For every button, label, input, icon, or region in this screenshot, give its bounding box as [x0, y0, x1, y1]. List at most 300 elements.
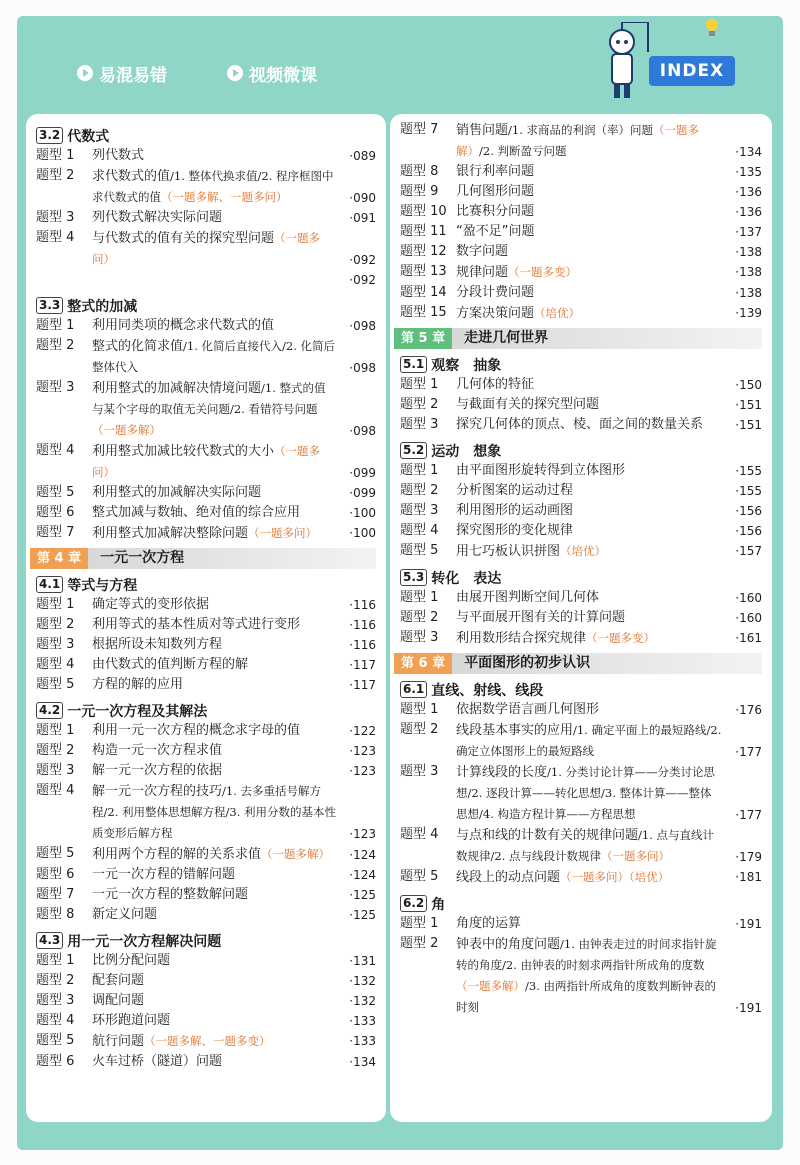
toc-entry[interactable]	[36, 844, 376, 865]
entry-title: 与点和线的计数有关的规律问题	[456, 828, 639, 843]
entry-page: ·092	[349, 253, 376, 267]
entry-body	[456, 628, 722, 649]
entry-body	[456, 762, 722, 825]
entry-body	[456, 481, 722, 501]
section-number: 6.2	[400, 895, 427, 912]
entry-page: ·156	[735, 524, 762, 538]
entry-body	[92, 991, 336, 1011]
entry-body	[456, 541, 722, 562]
toc-entry[interactable]	[400, 162, 762, 182]
entry-page: ·124	[349, 868, 376, 882]
entry-page: ·122	[349, 724, 376, 738]
entry-type: 题型 3	[36, 637, 75, 652]
chapter-label: 第 6 章	[394, 653, 452, 674]
entry-type: 题型 1	[36, 148, 75, 163]
section-heading	[36, 700, 376, 721]
entry-type: 题型 9	[400, 184, 439, 199]
toc-entry[interactable]	[36, 991, 376, 1011]
toc-entry[interactable]	[36, 885, 376, 905]
entry-page: ·155	[735, 464, 762, 478]
entry-page: ·176	[735, 703, 762, 717]
entry-page: ·138	[735, 265, 762, 279]
entry-title: 环形跑道问题	[92, 1013, 171, 1028]
entry-title: 比赛积分问题	[456, 204, 535, 219]
entry-type: 题型 5	[400, 543, 439, 558]
entry-body	[456, 242, 722, 262]
toc-entry[interactable]	[36, 655, 376, 675]
section-number: 4.1	[36, 576, 63, 593]
entry-page: ·133	[349, 1034, 376, 1048]
toc-entry[interactable]	[36, 441, 376, 483]
entry-title: 利用一元一次方程的概念求字母的值	[92, 723, 301, 738]
toc-entry[interactable]	[36, 336, 376, 378]
entry-page: ·123	[349, 744, 376, 758]
toc-entry[interactable]	[36, 951, 376, 971]
toc-entry[interactable]	[36, 378, 376, 441]
entry-tag: （一题多问）	[92, 231, 321, 266]
section-title: 角	[431, 896, 446, 913]
entry-body	[92, 655, 336, 675]
tab-video[interactable]	[227, 60, 317, 86]
entry-title: 一元一次方程的错解问题	[92, 867, 236, 882]
entry-body	[456, 934, 722, 1018]
toc-entry[interactable]	[36, 483, 376, 503]
entry-title: 线段上的动点问题	[456, 870, 561, 885]
entry-page: ·156	[735, 504, 762, 518]
entry-page: ·155	[735, 484, 762, 498]
toc-entry[interactable]	[36, 503, 376, 523]
entry-title: 用七巧板认识拼图	[456, 544, 561, 559]
entry-body	[92, 741, 336, 761]
toc-entry[interactable]	[400, 120, 762, 162]
entry-title: 由代数式的值判断方程的解	[92, 657, 249, 672]
section-title: 一元一次方程及其解法	[67, 703, 208, 720]
toc-entry[interactable]	[400, 202, 762, 222]
entry-title: 几何图形问题	[456, 184, 535, 199]
toc-entry[interactable]	[36, 675, 376, 695]
section-title: 直线、射线、线段	[431, 682, 544, 699]
entry-tag: （一题多解）	[456, 979, 525, 993]
entry-page: ·191	[735, 917, 762, 931]
entry-body	[456, 182, 722, 202]
entry-body	[456, 461, 722, 481]
entry-body	[456, 415, 722, 435]
entry-title: 比例分配问题	[92, 953, 171, 968]
entry-body	[92, 378, 336, 441]
entry-page: ·117	[349, 678, 376, 692]
entry-body	[456, 202, 722, 222]
entry-page: ·134	[349, 1055, 376, 1069]
entry-body	[92, 1052, 336, 1072]
entry-title: 钟表中的角度问题	[456, 937, 561, 952]
entry-title: 一元一次方程的整数解问题	[92, 887, 249, 902]
entry-page: ·089	[349, 149, 376, 163]
toc-entry[interactable]	[400, 762, 762, 825]
entry-note: /1. 去多重括号解方程/2. 利用整体思想解方程/3. 利用分数的基本性质变形后解方程	[92, 784, 337, 840]
entry-page-continued: ·092	[349, 273, 376, 287]
entry-type: 题型 8	[36, 907, 75, 922]
entry-title: 利用整式的加减解决情境问题	[92, 381, 262, 396]
entry-page: ·136	[735, 205, 762, 219]
entry-body	[92, 503, 336, 523]
chapter-label: 第 5 章	[394, 328, 452, 349]
entry-title: 利用整式加减比较代数式的大小	[92, 444, 275, 459]
entry-type: 题型 4	[36, 783, 75, 798]
entry-body	[92, 1011, 336, 1031]
entry-type: 题型 1	[36, 318, 75, 333]
toc-entry[interactable]	[400, 501, 762, 521]
entry-type: 题型 2	[36, 338, 75, 353]
toc-entry[interactable]	[36, 1031, 376, 1052]
entry-page: ·116	[349, 618, 376, 632]
entry-type: 题型 13	[400, 264, 447, 279]
play-icon	[77, 65, 93, 81]
entry-body	[92, 441, 336, 483]
toc-entry[interactable]	[36, 595, 376, 615]
entry-type: 题型 4	[36, 443, 75, 458]
chapter-title: 平面图形的初步认识	[452, 653, 762, 674]
entry-page: ·099	[349, 466, 376, 480]
entry-title: 利用同类项的概念求代数式的值	[92, 318, 275, 333]
entry-body	[92, 1031, 336, 1052]
toc-entry[interactable]	[400, 700, 762, 720]
toc-entry[interactable]	[36, 228, 376, 270]
toc-entry[interactable]	[400, 481, 762, 501]
entry-tag: （一题多问）	[92, 444, 321, 479]
entry-note: /1. 求商品的利润（率）问题	[508, 123, 654, 137]
entry-title: 整式加减与数轴、绝对值的综合应用	[92, 505, 301, 520]
section-heading	[400, 440, 762, 461]
entry-title: 探究图形的变化规律	[456, 523, 574, 538]
entry-body	[92, 146, 336, 166]
entry-type: 题型 7	[36, 887, 75, 902]
entry-page: ·125	[349, 888, 376, 902]
entry-tag: （一题多问）（培优）	[560, 870, 670, 884]
entry-note-2: /2. 判断盈亏问题	[479, 144, 567, 158]
toc-entry[interactable]	[400, 461, 762, 481]
entry-type: 题型 3	[36, 210, 75, 225]
toc-entry[interactable]	[400, 182, 762, 202]
chapter-heading	[394, 653, 762, 674]
entry-type: 题型 2	[400, 936, 439, 951]
toc-entry[interactable]	[400, 262, 762, 283]
toc-entry[interactable]	[400, 588, 762, 608]
entry-page: ·151	[735, 418, 762, 432]
entry-type: 题型 2	[400, 610, 439, 625]
entry-type: 题型 2	[36, 973, 75, 988]
entry-page: ·191	[735, 1001, 762, 1015]
entry-type: 题型 1	[36, 723, 75, 738]
entry-body	[92, 316, 336, 336]
entry-type: 题型 1	[400, 916, 439, 931]
entry-page: ·138	[735, 286, 762, 300]
entry-body	[92, 675, 336, 695]
entry-type: 题型 14	[400, 285, 447, 300]
entry-note: /1. 整体代换求值/2. 程序框图中求代数式的值	[92, 169, 334, 204]
toc-entry[interactable]	[400, 608, 762, 628]
left-column	[26, 114, 386, 1122]
entry-title: 利用整式加减解决整除问题	[92, 526, 249, 541]
toc-entry[interactable]	[400, 541, 762, 562]
section-title: 等式与方程	[67, 577, 138, 594]
entry-title: 与截面有关的探究型问题	[456, 397, 600, 412]
entry-tag: （一题多问）	[601, 849, 671, 863]
entry-title: 方案决策问题	[456, 306, 535, 321]
entry-note: /1. 确定平面上的最短路线/2. 确定立体图形上的最短路线	[456, 723, 722, 758]
entry-page: ·151	[735, 398, 762, 412]
entry-body	[456, 375, 722, 395]
entry-title: 整式的化简求值	[92, 339, 184, 354]
toc-entry[interactable]	[36, 208, 376, 228]
entry-type: 题型 4	[36, 657, 75, 672]
entry-tag: （一题多解、一题多变）	[144, 1034, 271, 1048]
entry-type: 题型 6	[36, 867, 75, 882]
entry-type: 题型 3	[36, 380, 75, 395]
entry-body	[92, 781, 336, 844]
entry-page: ·124	[349, 848, 376, 862]
toc-entry[interactable]	[400, 628, 762, 649]
mascot-icon	[602, 22, 652, 102]
right-toc	[400, 120, 762, 1018]
left-toc	[36, 120, 376, 1072]
entry-tag: （一题多解）	[261, 847, 331, 861]
entry-page: ·098	[349, 424, 376, 438]
entry-tag: （一题多问）	[248, 526, 318, 540]
section-heading	[400, 679, 762, 700]
chapter-label: 第 4 章	[30, 548, 88, 569]
entry-body	[456, 262, 722, 283]
entry-body	[456, 395, 722, 415]
toc-entry[interactable]	[400, 303, 762, 324]
play-icon	[227, 65, 243, 81]
entry-body	[92, 228, 336, 270]
entry-type: 题型 7	[400, 122, 439, 137]
section-heading	[36, 930, 376, 951]
entry-body	[92, 721, 336, 741]
entry-body	[92, 844, 336, 865]
toc-entry[interactable]	[400, 415, 762, 435]
entry-body	[92, 166, 336, 208]
entry-type: 题型 4	[36, 1013, 75, 1028]
entry-page: ·179	[735, 850, 762, 864]
entry-body	[456, 283, 722, 303]
entry-tag: （一题多变）	[586, 631, 656, 645]
toc-entry[interactable]	[36, 146, 376, 166]
entry-title: 解一元一次方程的技巧	[92, 784, 223, 799]
entry-body	[92, 615, 336, 635]
toc-entry[interactable]	[36, 1052, 376, 1072]
entry-note: /1. 化简后直接代入/2. 化简后整体代入	[92, 339, 336, 374]
entry-page: ·177	[735, 745, 762, 759]
entry-body	[92, 905, 336, 925]
entry-body	[456, 162, 722, 182]
toc-entry[interactable]	[36, 615, 376, 635]
entry-title: 求代数式的值	[92, 169, 171, 184]
entry-page: ·099	[349, 486, 376, 500]
toc-entry[interactable]	[400, 720, 762, 762]
section-title: 观察 抽象	[431, 357, 502, 374]
entry-page: ·138	[735, 245, 762, 259]
entry-title: 与平面展开图有关的计算问题	[456, 610, 626, 625]
entry-page: ·125	[349, 908, 376, 922]
entry-tag: （一题多解）	[92, 423, 161, 437]
section-title: 转化 表达	[431, 570, 502, 587]
toc-entry[interactable]	[400, 242, 762, 262]
entry-note: /1. 由钟表走过的时间求指针旋转的角度/2. 由钟表的时刻求两指针所成角的度数	[456, 937, 717, 972]
section-number: 6.1	[400, 681, 427, 698]
entry-type: 题型 1	[36, 597, 75, 612]
index-badge: INDEX	[649, 56, 735, 86]
section-number: 5.2	[400, 442, 427, 459]
entry-title: “盈不足”问题	[456, 224, 535, 239]
section-heading	[400, 567, 762, 588]
entry-type: 题型 1	[400, 590, 439, 605]
entry-title: 利用等式的基本性质对等式进行变形	[92, 617, 301, 632]
toc-entry[interactable]	[36, 523, 376, 544]
entry-type: 题型 7	[36, 525, 75, 540]
chapter-title: 走进几何世界	[452, 328, 762, 349]
section-heading	[36, 574, 376, 595]
tab-mistakes[interactable]	[77, 60, 167, 86]
chapter-title: 一元一次方程	[88, 548, 376, 569]
toc-entry[interactable]	[400, 825, 762, 867]
entry-title: 分析图案的运动过程	[456, 483, 574, 498]
section-title: 用一元一次方程解决问题	[67, 933, 222, 950]
entry-tag: （一题多解、一题多问）	[161, 190, 288, 204]
entry-page: ·131	[349, 954, 376, 968]
entry-title: 列代数式解决实际问题	[92, 210, 223, 225]
section-number: 4.2	[36, 702, 63, 719]
toc-entry[interactable]	[400, 222, 762, 242]
tab-video-label: 视频微课	[249, 65, 317, 86]
entry-page: ·116	[349, 598, 376, 612]
entry-type: 题型 2	[400, 397, 439, 412]
entry-type: 题型 4	[400, 523, 439, 538]
toc-entry[interactable]	[400, 375, 762, 395]
section-heading	[36, 125, 376, 146]
entry-page: ·161	[735, 631, 762, 645]
entry-title: 利用整式的加减解决实际问题	[92, 485, 262, 500]
entry-page: ·098	[349, 361, 376, 375]
entry-body	[92, 208, 336, 228]
section-title: 代数式	[67, 128, 110, 145]
entry-title: 计算线段的长度	[456, 765, 548, 780]
toc-entry[interactable]	[36, 635, 376, 655]
entry-title: 利用数形结合探究规律	[456, 631, 587, 646]
entry-page: ·139	[735, 306, 762, 320]
entry-body	[92, 971, 336, 991]
entry-type: 题型 5	[36, 1033, 75, 1048]
entry-type: 题型 10	[400, 204, 447, 219]
section-number: 3.2	[36, 127, 63, 144]
entry-title: 角度的运算	[456, 916, 522, 931]
entry-title: 根据所设未知数列方程	[92, 637, 223, 652]
toc-entry[interactable]	[36, 316, 376, 336]
entry-body	[456, 501, 722, 521]
entry-page: ·157	[735, 544, 762, 558]
entry-body	[456, 588, 722, 608]
toc-entry[interactable]	[36, 741, 376, 761]
toc-entry[interactable]	[400, 521, 762, 541]
entry-page: ·181	[735, 870, 762, 884]
toc-entry[interactable]	[36, 905, 376, 925]
entry-type: 题型 2	[400, 722, 439, 737]
toc-entry[interactable]	[400, 395, 762, 415]
entry-body	[456, 521, 722, 541]
entry-title: 数字问题	[456, 244, 509, 259]
entry-title: 利用两个方程的解的关系求值	[92, 847, 262, 862]
chapter-heading	[30, 548, 376, 569]
entry-title: 解一元一次方程的依据	[92, 763, 223, 778]
entry-tag: （一题多解）	[456, 123, 700, 158]
entry-title: 确定等式的变形依据	[92, 597, 210, 612]
entry-type: 题型 2	[400, 483, 439, 498]
entry-body	[456, 608, 722, 628]
header-bar	[17, 16, 783, 112]
entry-body	[92, 595, 336, 615]
entry-type: 题型 6	[36, 505, 75, 520]
entry-type: 题型 4	[36, 230, 75, 245]
entry-page: ·133	[349, 1014, 376, 1028]
entry-title: 依据数学语言画几何图形	[456, 702, 600, 717]
entry-page: ·116	[349, 638, 376, 652]
entry-page: ·117	[349, 658, 376, 672]
entry-title: 销售问题	[456, 123, 509, 138]
entry-page: ·091	[349, 211, 376, 225]
toc-entry[interactable]	[36, 781, 376, 844]
toc-entry[interactable]	[36, 761, 376, 781]
entry-title: 探究几何体的顶点、棱、面之间的数量关系	[456, 417, 704, 432]
entry-type: 题型 3	[36, 993, 75, 1008]
entry-body	[456, 720, 722, 762]
entry-page: ·123	[349, 764, 376, 778]
entry-page: ·177	[735, 808, 762, 822]
toc-entry[interactable]	[400, 283, 762, 303]
entry-type: 题型 5	[36, 485, 75, 500]
entry-title: 分段计费问题	[456, 285, 535, 300]
entry-page: ·100	[349, 506, 376, 520]
entry-tag: （一题多变）	[508, 265, 578, 279]
toc-entry[interactable]	[400, 934, 762, 1018]
entry-type: 题型 12	[400, 244, 447, 259]
right-column	[390, 114, 772, 1122]
entry-page: ·160	[735, 611, 762, 625]
toc-entry[interactable]	[36, 721, 376, 741]
entry-body	[456, 700, 722, 720]
entry-title: 几何体的特征	[456, 377, 535, 392]
toc-entry[interactable]	[36, 1011, 376, 1031]
entry-note: /1. 点与直线计数规律/2. 点与线段计数规律	[456, 828, 715, 863]
entry-page: ·136	[735, 185, 762, 199]
toc-entry[interactable]	[36, 865, 376, 885]
entry-title: 银行利率问题	[456, 164, 535, 179]
entry-body	[92, 483, 336, 503]
entry-page: ·132	[349, 994, 376, 1008]
entry-type: 题型 1	[36, 953, 75, 968]
entry-body	[456, 914, 722, 934]
entry-type: 题型 2	[36, 168, 75, 183]
entry-title: 火车过桥（隧道）问题	[92, 1054, 223, 1069]
entry-type: 题型 3	[400, 503, 439, 518]
chapter-heading	[394, 328, 762, 349]
toc-entry[interactable]	[36, 166, 376, 208]
entry-type: 题型 11	[400, 224, 447, 239]
entry-type: 题型 5	[36, 677, 75, 692]
toc-entry[interactable]	[36, 971, 376, 991]
toc-entry[interactable]	[400, 914, 762, 934]
toc-entry[interactable]	[400, 867, 762, 888]
entry-title: 列代数式	[92, 148, 145, 163]
